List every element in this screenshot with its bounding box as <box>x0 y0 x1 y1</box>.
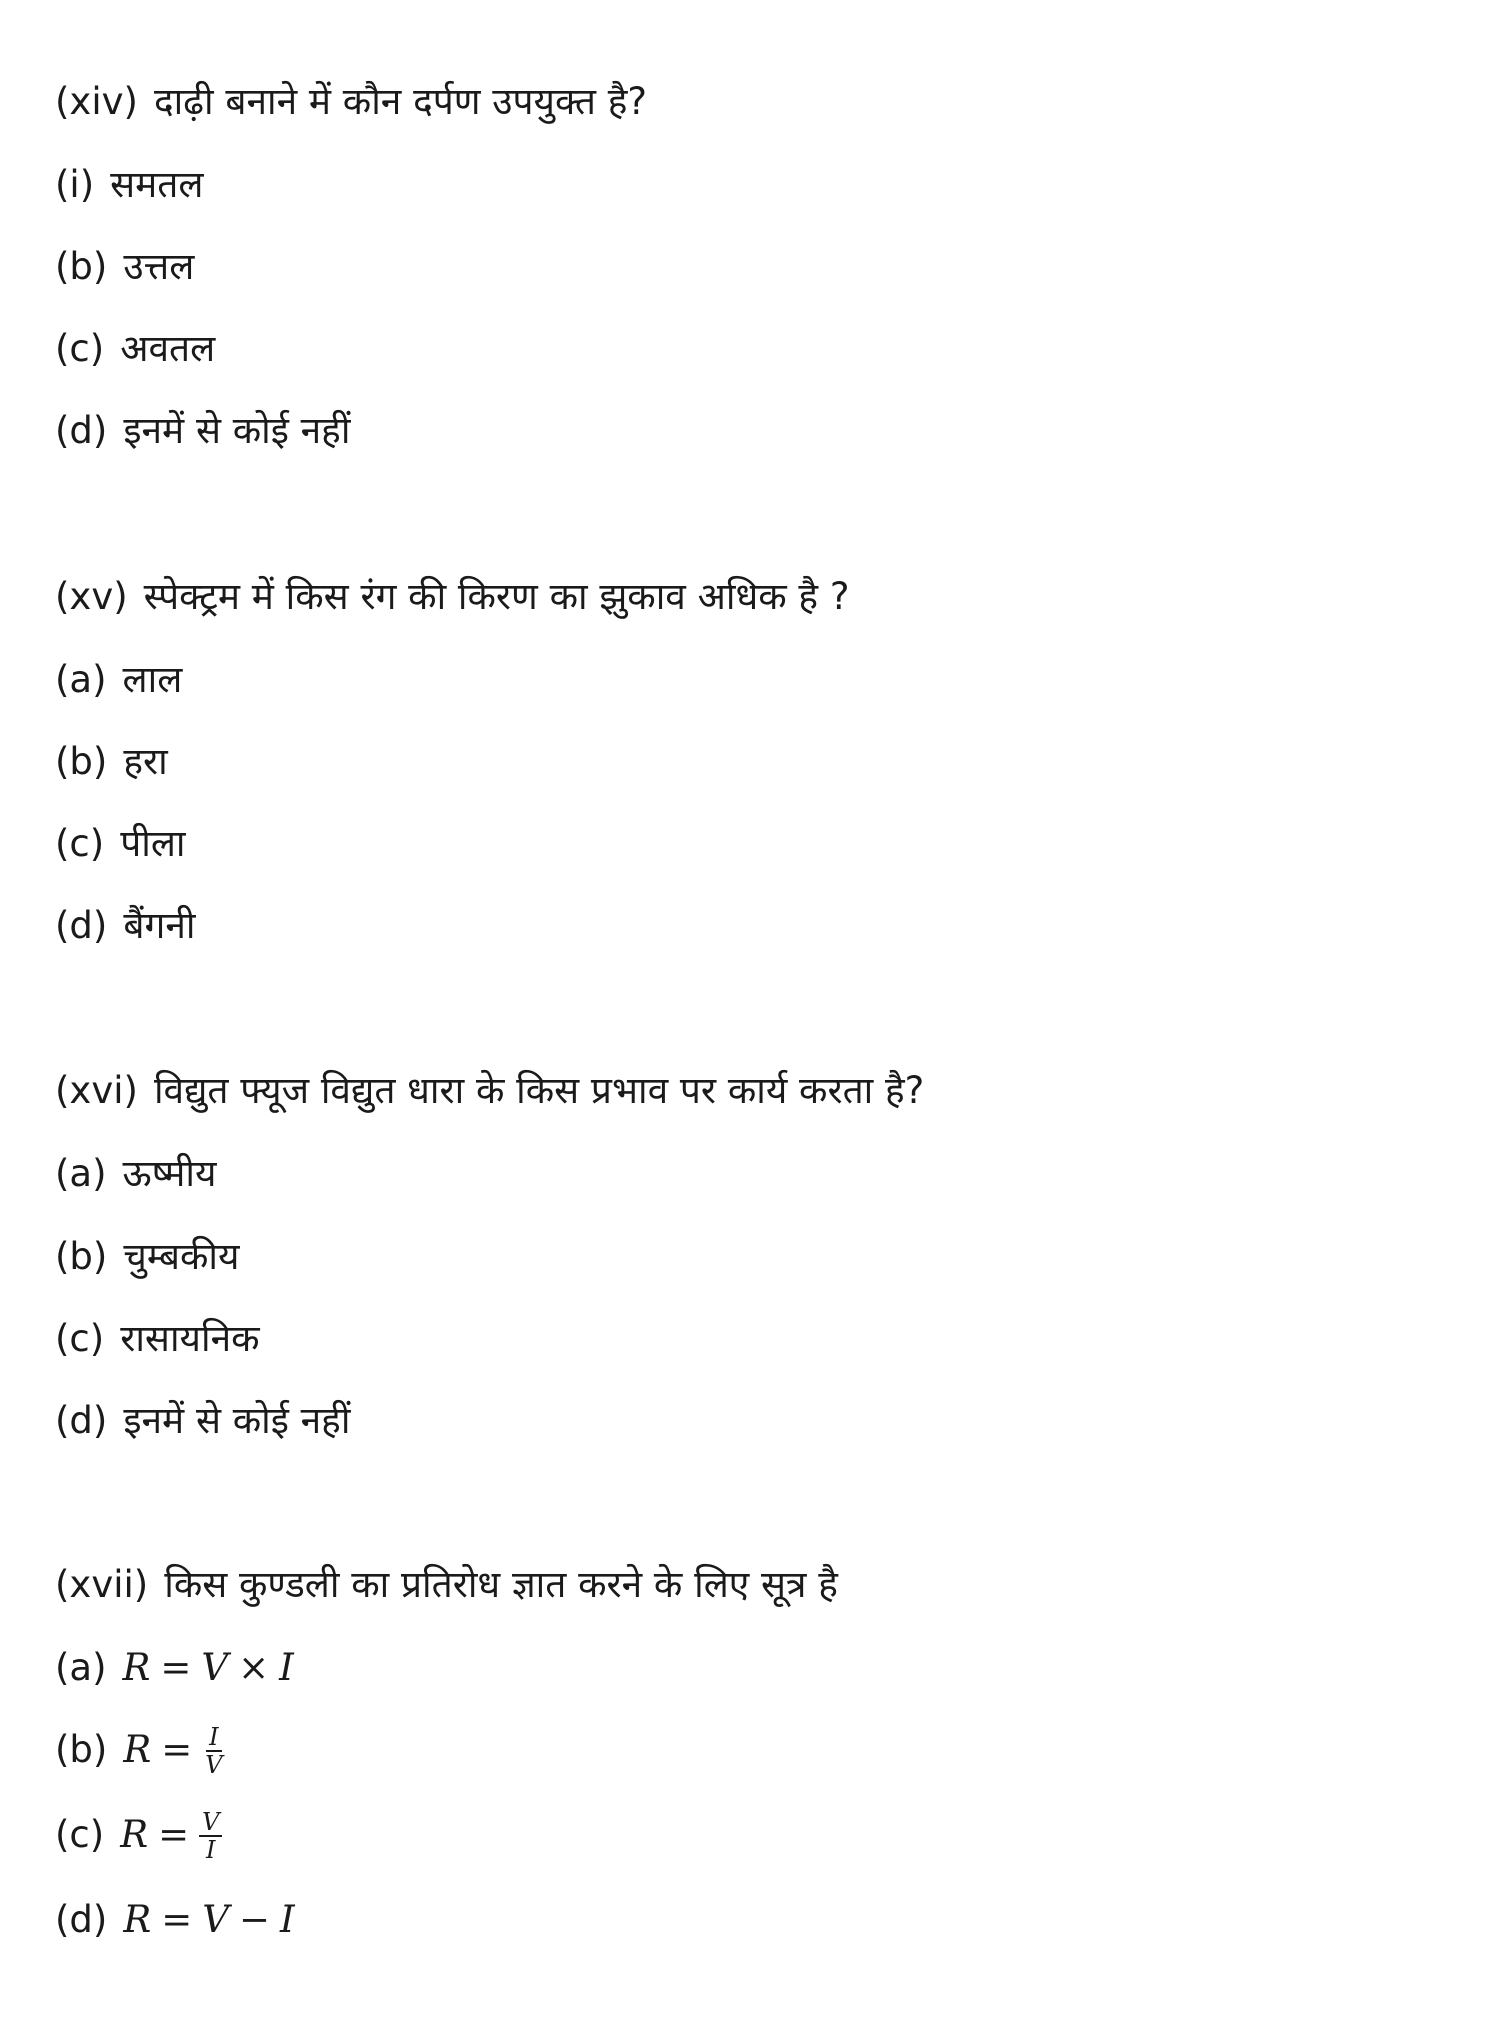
option-xv-2 <box>55 737 168 787</box>
option-label: (b) <box>55 1728 108 1771</box>
equals-sign: = <box>161 1728 193 1771</box>
equals-sign: = <box>161 1898 193 1941</box>
option-label: (a) <box>55 1152 107 1195</box>
minus-sign: − <box>238 1898 270 1941</box>
formula-lhs: R <box>123 1728 152 1771</box>
formula <box>123 1646 294 1689</box>
question-text: विद्युत फ्यूज विद्युत धारा के किस प्रभाव पर कार्य करता है? <box>153 1069 925 1112</box>
option-text: अवतल <box>120 327 216 370</box>
formula-term: I <box>279 1898 295 1941</box>
option-text: हरा <box>123 740 168 783</box>
option-xiv-2 <box>55 242 194 292</box>
multiply-sign: × <box>238 1646 270 1689</box>
option-label: (c) <box>55 822 105 865</box>
question-number: (xvii) <box>55 1563 149 1606</box>
option-label: (b) <box>55 740 108 783</box>
formula-term: I <box>279 1646 294 1689</box>
option-xiv-4 <box>55 406 350 456</box>
option-label: (b) <box>55 1235 108 1278</box>
formula <box>123 1898 294 1941</box>
option-xvii-2 <box>55 1722 226 1780</box>
option-xv-1 <box>55 655 182 705</box>
option-label: (d) <box>55 904 108 947</box>
fraction <box>199 1809 222 1863</box>
option-label: (a) <box>55 1646 107 1689</box>
formula-term: V <box>201 1646 229 1689</box>
option-xvi-2 <box>55 1232 239 1282</box>
equals-sign: = <box>160 1646 192 1689</box>
question-number: (xiv) <box>55 80 138 123</box>
question-text: किस कुण्डली का प्रतिरोध ज्ञात करने के लिए सूत्र है <box>164 1563 838 1606</box>
option-text: इनमें से कोई नहीं <box>123 409 351 452</box>
fraction-denominator: V <box>205 1750 223 1779</box>
formula-lhs: R <box>122 1646 151 1689</box>
option-xvii-4 <box>55 1895 295 1945</box>
option-label: (c) <box>55 327 105 370</box>
question-xvi <box>55 1066 924 1116</box>
option-text: चुम्बकीय <box>123 1235 240 1278</box>
option-label: (d) <box>55 1399 108 1442</box>
option-label: (a) <box>55 658 107 701</box>
option-text: समतल <box>110 163 204 206</box>
option-label: (d) <box>55 409 108 452</box>
fraction-numerator: V <box>199 1809 222 1837</box>
question-number: (xvi) <box>55 1069 138 1112</box>
question-number: (xv) <box>55 575 128 618</box>
formula <box>123 1722 225 1779</box>
option-label: (c) <box>55 1317 105 1360</box>
formula-lhs: R <box>120 1813 149 1856</box>
option-text: पीला <box>120 822 186 865</box>
option-xvi-4 <box>55 1396 350 1446</box>
option-text: ऊष्मीय <box>122 1152 217 1195</box>
question-xvii <box>55 1560 838 1610</box>
option-text: इनमें से कोई नहीं <box>123 1399 351 1442</box>
option-label: (i) <box>55 163 95 206</box>
option-label: (c) <box>55 1813 105 1856</box>
option-text: लाल <box>122 658 183 701</box>
option-label: (d) <box>55 1898 108 1941</box>
option-label: (b) <box>55 245 108 288</box>
option-xvi-3 <box>55 1314 260 1364</box>
fraction-denominator: I <box>206 1835 216 1864</box>
question-text: दाढ़ी बनाने में कौन दर्पण उपयुक्त है? <box>153 80 647 123</box>
formula <box>120 1807 222 1864</box>
option-xvii-1 <box>55 1643 294 1693</box>
option-text: बैंगनी <box>123 904 196 947</box>
option-xiv-3 <box>55 324 215 374</box>
fraction-numerator: I <box>206 1724 221 1752</box>
formula-lhs: R <box>123 1898 152 1941</box>
option-xv-4 <box>55 901 195 951</box>
question-text: स्पेक्ट्रम में किस रंग की किरण का झुकाव अधिक है ? <box>143 575 850 618</box>
option-text: रासायनिक <box>120 1317 260 1360</box>
question-xv <box>55 572 849 622</box>
option-text: उत्तल <box>123 245 195 288</box>
equals-sign: = <box>158 1813 190 1856</box>
question-xiv <box>55 77 647 127</box>
option-xiv-1 <box>55 160 203 210</box>
option-xv-3 <box>55 819 186 869</box>
option-xvi-1 <box>55 1149 216 1199</box>
fraction <box>202 1724 225 1778</box>
formula-term: V <box>202 1898 229 1941</box>
option-xvii-3 <box>55 1807 222 1865</box>
